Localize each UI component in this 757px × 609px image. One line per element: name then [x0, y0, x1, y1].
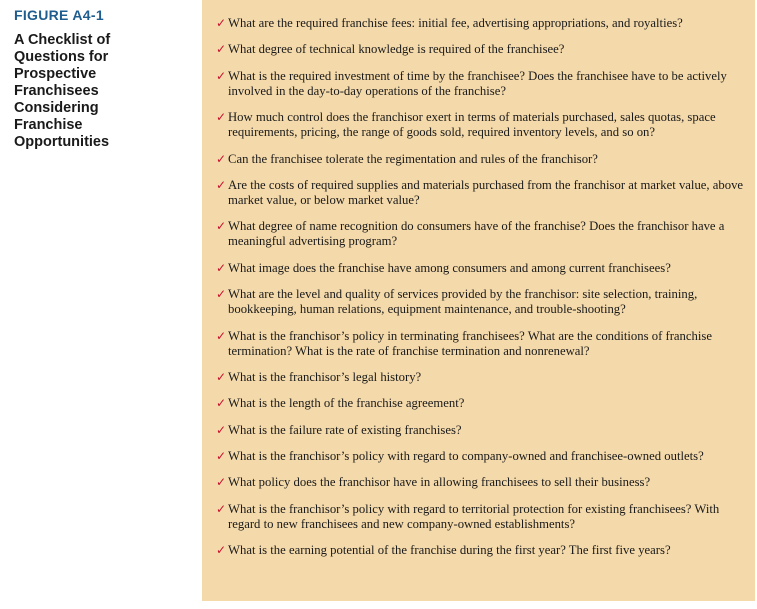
checklist-item-text: What is the required investment of time by the franchisee? Does the franchisee have to be actively involved in the day-to-day operations of the franchise?: [228, 68, 727, 98]
checklist-item-text: How much control does the franchisor exert in terms of materials purchased, sales quotas, space requirements, pricing, the range of goods sold, required inventory levels, and so on?: [228, 110, 716, 140]
check-icon: ✓: [216, 177, 227, 192]
checklist-item-text: What is the franchisor’s policy in terminating franchisees? What are the conditions of franchise termination? What is the rate of franchise termination and nonrenewal?: [228, 328, 712, 358]
check-icon: ✓: [216, 328, 227, 343]
checklist-item: [216, 475, 745, 490]
check-icon: ✓: [216, 287, 227, 302]
checklist-item: [216, 370, 745, 385]
checklist-item-text: What image does the franchise have among consumers and among current franchisees?: [228, 260, 671, 275]
checklist-item: [216, 110, 745, 140]
checklist-item-text: What is the franchisor’s policy with regard to territorial protection for existing franchisees? With regard to new franchisees and new company-owned establishments?: [228, 501, 720, 531]
figure-title: A Checklist of Questions for Prospective Franchisees Considering Franchise Opportunities: [14, 32, 111, 150]
checklist-item: [216, 219, 745, 249]
checklist-item: [216, 543, 745, 558]
checklist-item: [216, 16, 745, 31]
checklist-item: [216, 449, 745, 464]
checklist-item-text: What are the level and quality of services provided by the franchisor: site selection, training, bookkeeping, human relations, equipment maintenance, and trouble-shooting?: [228, 287, 698, 317]
check-icon: ✓: [216, 422, 227, 437]
check-icon: ✓: [216, 151, 227, 166]
figure-sidebar: [14, 6, 190, 151]
checklist-item: [216, 287, 745, 317]
check-icon: ✓: [216, 16, 227, 30]
check-icon: ✓: [216, 543, 227, 558]
checklist-item-text: What is the earning potential of the franchise during the first year? The first five years?: [228, 543, 671, 558]
checklist: [216, 16, 745, 558]
check-icon: ✓: [216, 449, 227, 464]
checklist-item-text: What degree of name recognition do consumers have of the franchise? Does the franchisor have a meaningful advertising program?: [228, 219, 725, 249]
check-icon: ✓: [216, 475, 227, 490]
checklist-item-text: What degree of technical knowledge is required of the franchisee?: [228, 42, 565, 57]
checklist-panel: [202, 0, 755, 601]
figure-label: FIGURE A4-1: [14, 7, 104, 23]
checklist-item: [216, 423, 745, 438]
checklist-item-text: What are the required franchise fees: initial fee, advertising appropriations, and royalties?: [228, 16, 683, 30]
checklist-item: [216, 178, 745, 208]
checklist-item-text: What is the franchisor’s policy with regard to company-owned and franchisee-owned outlets?: [228, 449, 704, 464]
check-icon: ✓: [216, 260, 227, 275]
checklist-item: [216, 502, 745, 532]
checklist-item-text: What is the length of the franchise agreement?: [228, 396, 465, 411]
check-icon: ✓: [216, 110, 227, 125]
checklist-item: [216, 396, 745, 411]
checklist-item: [216, 69, 745, 99]
checklist-item: [216, 152, 745, 167]
check-icon: ✓: [216, 219, 227, 234]
checklist-item: [216, 329, 745, 359]
check-icon: ✓: [216, 396, 227, 411]
checklist-item: [216, 42, 745, 57]
checklist-item-text: Are the costs of required supplies and materials purchased from the franchisor at market value, above market value, or below market value?: [228, 177, 744, 207]
checklist-item: [216, 261, 745, 276]
checklist-item-text: What policy does the franchisor have in allowing franchisees to sell their business?: [228, 475, 651, 490]
checklist-item-text: Can the franchisee tolerate the regimentation and rules of the franchisor?: [228, 151, 598, 166]
check-icon: ✓: [216, 501, 227, 516]
checklist-item-text: What is the franchisor’s legal history?: [228, 369, 422, 384]
checklist-item-text: What is the failure rate of existing franchises?: [228, 422, 462, 437]
check-icon: ✓: [216, 42, 227, 57]
check-icon: ✓: [216, 68, 227, 83]
check-icon: ✓: [216, 369, 227, 384]
